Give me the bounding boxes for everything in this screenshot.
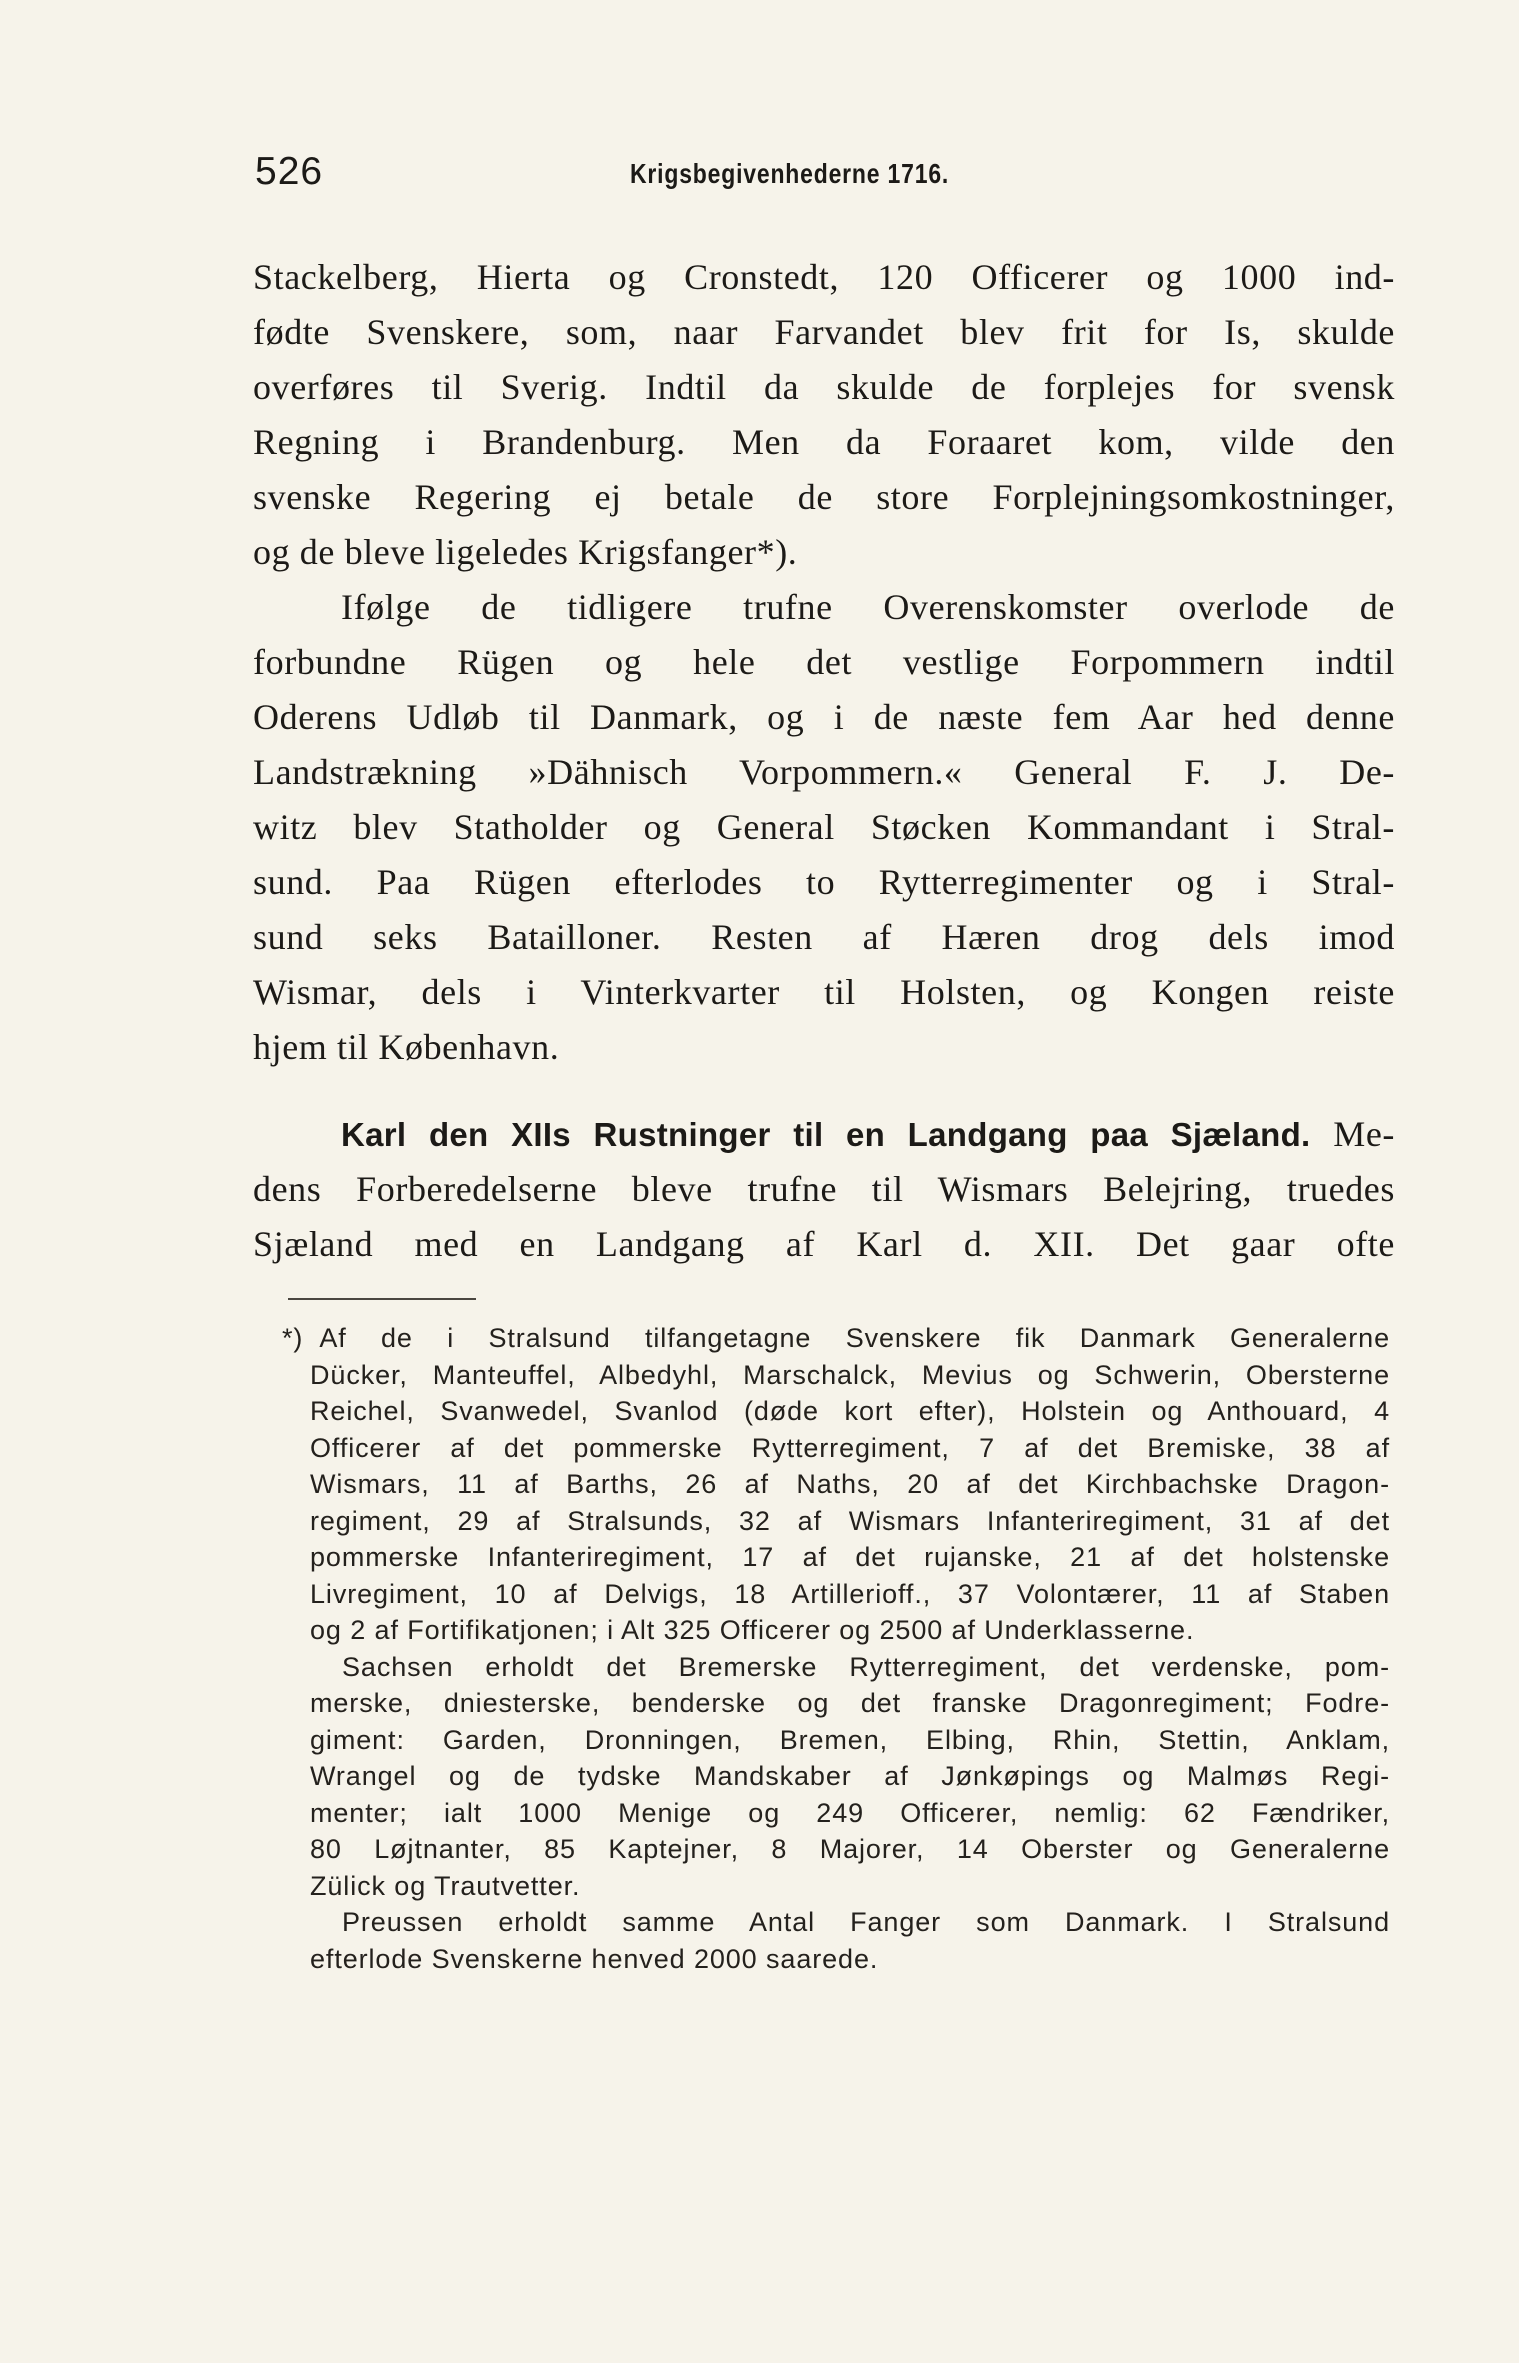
footnote-line: regiment, 29 af Stralsunds, 32 af Wismars Infanteriregiment, 31 af det xyxy=(310,1505,1390,1536)
body-line: Stackelberg, Hierta og Cronstedt, 120 Officerer og 1000 ind- xyxy=(253,257,1395,297)
body-line: sund. Paa Rügen efterlodes to Rytterregimenter og i Stral- xyxy=(253,862,1395,902)
footnote-text: Af de i Stralsund tilfangetagne Svenskere fik Danmark Generalerne xyxy=(319,1323,1390,1353)
footnote-line: menter; ialt 1000 Menige og 249 Officerer, nemlig: 62 Fændriker, xyxy=(310,1797,1390,1828)
body-line: og de bleve ligeledes Krigsfanger*). xyxy=(253,532,798,572)
body-line: Regning i Brandenburg. Men da Foraaret kom, vilde den xyxy=(253,422,1395,462)
footnote-line: Wismars, 11 af Barths, 26 af Naths, 20 af det Kirchbachske Dragon- xyxy=(310,1469,1390,1499)
body-line: Oderens Udløb til Danmark, og i de næste fem Aar hed denne xyxy=(253,697,1395,737)
body-line: Landstrækning »Dähnisch Vorpommern.« General F. J. De- xyxy=(253,752,1395,792)
footnote-line: merske, dniesterske, benderske og det franske Dragonregiment; Fodre- xyxy=(310,1688,1390,1718)
body-text xyxy=(253,250,1395,1272)
running-head: Krigsbegivenhederne 1716. xyxy=(630,158,950,189)
footnote-line: giment: Garden, Dronningen, Bremen, Elbing, Rhin, Stettin, Anklam, xyxy=(310,1724,1390,1755)
body-line: witz blev Statholder og General Støcken Kommandant i Stral- xyxy=(253,807,1395,847)
footnote-marker: *) xyxy=(282,1323,304,1353)
footnote-line: Sachsen erholdt det Bremerske Rytterregiment, det verdenske, pom- xyxy=(342,1651,1390,1682)
section-heading: Karl den XIIs Rustninger til en Landgang paa Sjæland. xyxy=(341,1116,1311,1153)
body-line: Ifølge de tidligere trufne Overenskomster overlode de xyxy=(341,587,1395,627)
footnote-line xyxy=(282,1320,1390,1357)
body-line: sund seks Batailloner. Resten af Hæren drog dels imod xyxy=(253,917,1395,957)
section-heading-line xyxy=(253,1107,1395,1162)
footnote-line: Reichel, Svanwedel, Svanlod (døde kort efter), Holstein og Anthouard, 4 xyxy=(310,1396,1390,1426)
body-line: svenske Regering ej betale de store Forplejningsomkostninger, xyxy=(253,477,1395,517)
body-line: fødte Svenskere, som, naar Farvandet blev frit for Is, skulde xyxy=(253,312,1395,352)
body-line: Sjæland med en Landgang af Karl d. XII. Det gaar ofte xyxy=(253,1224,1395,1264)
footnote-line: Officerer af det pommerske Rytterregiment, 7 af det Bremiske, 38 af xyxy=(310,1432,1390,1463)
body-line: hjem til København. xyxy=(253,1027,560,1067)
footnote-line: Dücker, Manteuffel, Albedyhl, Marschalck, Mevius og Schwerin, Obersterne xyxy=(310,1359,1390,1390)
body-line: forbundne Rügen og hele det vestlige Forpommern indtil xyxy=(253,642,1395,682)
body-line-fragment: Me- xyxy=(1333,1114,1395,1154)
body-line: dens Forberedelserne bleve trufne til Wismars Belejring, truedes xyxy=(253,1169,1395,1209)
page-number: 526 xyxy=(255,150,324,193)
footnote-line: Wrangel og de tydske Mandskaber af Jønkøpings og Malmøs Regi- xyxy=(310,1761,1390,1791)
footnote-line: Livregiment, 10 af Delvigs, 18 Artillerioff., 37 Volontærer, 11 af Staben xyxy=(310,1578,1390,1609)
footnote xyxy=(280,1320,1390,1977)
footnote-line: Preussen erholdt samme Antal Fanger som Danmark. I Stralsund xyxy=(342,1907,1390,1937)
footnote-line: pommerske Infanteriregiment, 17 af det rujanske, 21 af det holstenske xyxy=(310,1542,1390,1572)
footnote-line: efterlode Svenskerne henved 2000 saarede. xyxy=(310,1943,879,1974)
body-line: overføres til Sverig. Indtil da skulde de forplejes for svensk xyxy=(253,367,1395,407)
body-line: Wismar, dels i Vinterkvarter til Holsten, og Kongen reiste xyxy=(253,972,1395,1012)
footnote-line: Zülick og Trautvetter. xyxy=(310,1870,581,1901)
footnote-divider xyxy=(288,1298,476,1300)
footnote-line: og 2 af Fortifikatjonen; i Alt 325 Officerer og 2500 af Underklasserne. xyxy=(310,1615,1195,1645)
footnote-line: 80 Løjtnanter, 85 Kaptejner, 8 Majorer, 14 Oberster og Generalerne xyxy=(310,1834,1390,1864)
page-header xyxy=(255,150,1395,210)
